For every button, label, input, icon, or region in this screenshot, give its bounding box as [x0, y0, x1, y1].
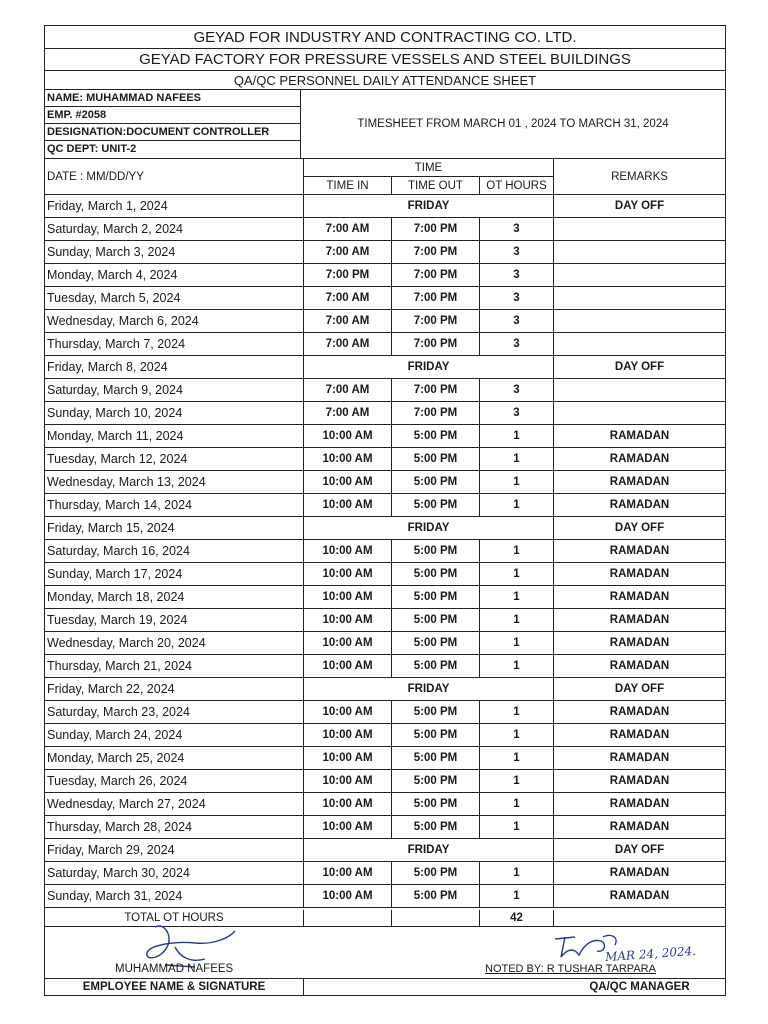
row-time-in: 7:00 AM	[304, 241, 392, 263]
table-row	[45, 770, 725, 793]
row-time-out: 5:00 PM	[392, 494, 480, 516]
table-row	[45, 517, 725, 540]
row-date: Friday, March 22, 2024	[45, 678, 304, 700]
row-ot-hours: 3	[480, 310, 554, 332]
table-row	[45, 816, 725, 839]
table-row	[45, 563, 725, 586]
total-ot-value: 42	[480, 910, 554, 926]
row-time-out: 7:00 PM	[392, 333, 480, 355]
row-date: Friday, March 15, 2024	[45, 517, 304, 539]
row-ot-hours: 1	[480, 494, 554, 516]
row-date: Saturday, March 23, 2024	[45, 701, 304, 723]
row-remarks: DAY OFF	[614, 361, 665, 373]
table-row	[45, 839, 725, 862]
row-date: Sunday, March 24, 2024	[45, 724, 304, 746]
table-row	[45, 747, 725, 770]
table-row	[45, 494, 725, 517]
employee-number: EMP. #2058	[45, 107, 301, 124]
row-time-out: 5:00 PM	[392, 793, 480, 815]
noted-by: NOTED BY: R TUSHAR TARPARA	[485, 963, 656, 975]
row-time-in: 10:00 AM	[304, 494, 392, 516]
row-remarks: RAMADAN	[609, 729, 670, 741]
row-time-in: 10:00 AM	[304, 724, 392, 746]
row-day-label: FRIDAY	[304, 517, 554, 539]
row-remarks: RAMADAN	[609, 867, 670, 879]
row-remarks: RAMADAN	[609, 706, 670, 718]
row-time-in: 7:00 AM	[304, 310, 392, 332]
row-time-in: 10:00 AM	[304, 747, 392, 769]
row-time-in: 10:00 AM	[304, 540, 392, 562]
row-date: Monday, March 18, 2024	[45, 586, 304, 608]
row-remarks	[554, 333, 725, 355]
row-time-out: 5:00 PM	[392, 816, 480, 838]
sheet-title: QA/QC PERSONNEL DAILY ATTENDANCE SHEET	[45, 71, 725, 90]
row-time-out: 5:00 PM	[392, 724, 480, 746]
row-time-out: 5:00 PM	[392, 655, 480, 677]
row-time-in: 10:00 AM	[304, 425, 392, 447]
total-ot-label: TOTAL OT HOURS	[45, 910, 304, 926]
row-time-out: 5:00 PM	[392, 885, 480, 907]
row-ot-hours: 3	[480, 287, 554, 309]
row-ot-hours: 1	[480, 770, 554, 792]
row-date: Saturday, March 2, 2024	[45, 218, 304, 240]
row-time-out: 5:00 PM	[392, 425, 480, 447]
table-row	[45, 310, 725, 333]
attendance-sheet	[44, 25, 726, 996]
remarks-column-header: REMARKS	[554, 159, 725, 195]
row-time-in: 10:00 AM	[304, 770, 392, 792]
row-ot-hours: 1	[480, 793, 554, 815]
row-date: Friday, March 8, 2024	[45, 356, 304, 378]
row-date: Thursday, March 28, 2024	[45, 816, 304, 838]
row-time-out: 7:00 PM	[392, 264, 480, 286]
row-time-in: 10:00 AM	[304, 862, 392, 884]
row-ot-hours: 1	[480, 609, 554, 631]
row-time-out: 5:00 PM	[392, 471, 480, 493]
factory-name: GEYAD FACTORY FOR PRESSURE VESSELS AND STEEL BUILDINGS	[45, 49, 725, 71]
table-row	[45, 701, 725, 724]
row-time-in: 7:00 PM	[304, 264, 392, 286]
row-time-in: 10:00 AM	[304, 655, 392, 677]
row-date: Wednesday, March 27, 2024	[45, 793, 304, 815]
table-row	[45, 724, 725, 747]
row-time-out: 7:00 PM	[392, 287, 480, 309]
table-row	[45, 586, 725, 609]
row-date: Tuesday, March 19, 2024	[45, 609, 304, 631]
row-time-out: 7:00 PM	[392, 310, 480, 332]
row-ot-hours: 1	[480, 724, 554, 746]
row-time-out: 5:00 PM	[392, 609, 480, 631]
row-remarks: RAMADAN	[609, 614, 670, 626]
row-remarks	[554, 402, 725, 424]
row-time-out: 7:00 PM	[392, 218, 480, 240]
ot-hours-header: OT HOURS	[480, 177, 554, 195]
row-remarks	[554, 287, 725, 309]
row-remarks: RAMADAN	[609, 476, 670, 488]
row-date: Saturday, March 9, 2024	[45, 379, 304, 401]
row-date: Sunday, March 17, 2024	[45, 563, 304, 585]
row-time-in: 10:00 AM	[304, 885, 392, 907]
row-time-in: 10:00 AM	[304, 793, 392, 815]
row-remarks: RAMADAN	[609, 499, 670, 511]
row-remarks: RAMADAN	[609, 821, 670, 833]
employee-name: NAME: MUHAMMAD NAFEES	[45, 90, 301, 107]
row-time-out: 5:00 PM	[392, 770, 480, 792]
row-date: Wednesday, March 20, 2024	[45, 632, 304, 654]
table-row	[45, 609, 725, 632]
table-row	[45, 793, 725, 816]
row-date: Sunday, March 31, 2024	[45, 885, 304, 907]
table-row	[45, 885, 725, 908]
employee-department: QC DEPT: UNIT-2	[45, 141, 301, 159]
row-time-out: 5:00 PM	[392, 540, 480, 562]
table-row	[45, 264, 725, 287]
row-ot-hours: 1	[480, 701, 554, 723]
row-ot-hours: 1	[480, 655, 554, 677]
row-day-label: FRIDAY	[304, 356, 554, 378]
row-ot-hours: 1	[480, 862, 554, 884]
signature-area	[45, 927, 725, 979]
row-date: Tuesday, March 26, 2024	[45, 770, 304, 792]
row-remarks: DAY OFF	[614, 683, 665, 695]
row-ot-hours: 1	[480, 632, 554, 654]
row-time-in: 10:00 AM	[304, 563, 392, 585]
table-row	[45, 678, 725, 701]
row-ot-hours: 3	[480, 379, 554, 401]
row-remarks: RAMADAN	[609, 660, 670, 672]
row-time-in: 7:00 AM	[304, 333, 392, 355]
row-date: Thursday, March 7, 2024	[45, 333, 304, 355]
row-time-out: 7:00 PM	[392, 241, 480, 263]
row-time-out: 5:00 PM	[392, 563, 480, 585]
row-remarks: RAMADAN	[609, 453, 670, 465]
row-remarks: RAMADAN	[609, 775, 670, 787]
row-time-in: 10:00 AM	[304, 816, 392, 838]
row-remarks: DAY OFF	[614, 200, 665, 212]
row-time-in: 10:00 AM	[304, 586, 392, 608]
row-date: Tuesday, March 12, 2024	[45, 448, 304, 470]
row-time-in: 10:00 AM	[304, 701, 392, 723]
table-row	[45, 287, 725, 310]
table-row	[45, 195, 725, 218]
employee-designation: DESIGNATION:DOCUMENT CONTROLLER	[45, 124, 301, 141]
table-row	[45, 448, 725, 471]
row-ot-hours: 1	[480, 747, 554, 769]
row-time-in: 7:00 AM	[304, 379, 392, 401]
row-remarks: RAMADAN	[609, 637, 670, 649]
employee-signature-caption: EMPLOYEE NAME & SIGNATURE	[45, 979, 304, 995]
row-time-in: 10:00 AM	[304, 632, 392, 654]
row-ot-hours: 3	[480, 264, 554, 286]
row-time-out: 7:00 PM	[392, 379, 480, 401]
row-ot-hours: 3	[480, 402, 554, 424]
row-day-label: FRIDAY	[304, 678, 554, 700]
row-remarks	[554, 218, 725, 240]
row-ot-hours: 3	[480, 241, 554, 263]
manager-caption: QA/QC MANAGER	[589, 981, 690, 993]
row-date: Tuesday, March 5, 2024	[45, 287, 304, 309]
handwritten-date: MAR 24, 2024.	[604, 943, 697, 965]
table-row	[45, 540, 725, 563]
table-row	[45, 862, 725, 885]
row-time-out: 5:00 PM	[392, 632, 480, 654]
table-row	[45, 379, 725, 402]
row-time-out: 7:00 PM	[392, 402, 480, 424]
row-day-label: FRIDAY	[304, 839, 554, 861]
row-time-in: 7:00 AM	[304, 287, 392, 309]
row-ot-hours: 1	[480, 540, 554, 562]
employee-printed-name: MUHAMMAD NAFEES	[115, 963, 234, 975]
row-day-label: FRIDAY	[304, 195, 554, 217]
row-time-in: 7:00 AM	[304, 218, 392, 240]
company-name: GEYAD FOR INDUSTRY AND CONTRACTING CO. LTD.	[45, 26, 725, 49]
row-remarks: RAMADAN	[609, 545, 670, 557]
row-remarks: RAMADAN	[609, 568, 670, 580]
row-ot-hours: 1	[480, 586, 554, 608]
row-ot-hours: 1	[480, 816, 554, 838]
time-column-header: TIME	[304, 159, 554, 177]
row-date: Wednesday, March 6, 2024	[45, 310, 304, 332]
table-row	[45, 356, 725, 379]
table-row	[45, 402, 725, 425]
row-remarks: DAY OFF	[614, 844, 665, 856]
row-remarks	[554, 241, 725, 263]
time-in-header: TIME IN	[304, 177, 392, 195]
row-remarks	[554, 379, 725, 401]
row-ot-hours: 3	[480, 218, 554, 240]
row-remarks: RAMADAN	[609, 890, 670, 902]
table-row	[45, 632, 725, 655]
row-ot-hours: 1	[480, 448, 554, 470]
row-time-out: 5:00 PM	[392, 862, 480, 884]
table-row	[45, 333, 725, 356]
row-date: Monday, March 4, 2024	[45, 264, 304, 286]
row-date: Wednesday, March 13, 2024	[45, 471, 304, 493]
row-ot-hours: 1	[480, 471, 554, 493]
row-date: Saturday, March 16, 2024	[45, 540, 304, 562]
row-time-out: 5:00 PM	[392, 586, 480, 608]
row-date: Friday, March 29, 2024	[45, 839, 304, 861]
row-time-in: 10:00 AM	[304, 609, 392, 631]
row-ot-hours: 1	[480, 563, 554, 585]
row-date: Thursday, March 14, 2024	[45, 494, 304, 516]
total-empty-out	[392, 910, 480, 926]
row-remarks: RAMADAN	[609, 752, 670, 764]
row-date: Sunday, March 10, 2024	[45, 402, 304, 424]
row-remarks	[554, 264, 725, 286]
row-remarks: RAMADAN	[609, 798, 670, 810]
row-date: Monday, March 25, 2024	[45, 747, 304, 769]
total-empty-in	[304, 910, 392, 926]
table-row	[45, 241, 725, 264]
row-remarks: RAMADAN	[609, 430, 670, 442]
row-time-in: 10:00 AM	[304, 471, 392, 493]
table-row	[45, 218, 725, 241]
row-date: Sunday, March 3, 2024	[45, 241, 304, 263]
row-date: Friday, March 1, 2024	[45, 195, 304, 217]
row-time-out: 5:00 PM	[392, 448, 480, 470]
table-row	[45, 471, 725, 494]
row-remarks: DAY OFF	[614, 522, 665, 534]
row-time-out: 5:00 PM	[392, 701, 480, 723]
row-date: Thursday, March 21, 2024	[45, 655, 304, 677]
timesheet-range: TIMESHEET FROM MARCH 01 , 2024 TO MARCH 31, 2024	[301, 90, 725, 159]
table-row	[45, 655, 725, 678]
row-time-in: 7:00 AM	[304, 402, 392, 424]
table-row	[45, 425, 725, 448]
row-ot-hours: 1	[480, 885, 554, 907]
row-ot-hours: 3	[480, 333, 554, 355]
row-remarks: RAMADAN	[609, 591, 670, 603]
row-date: Saturday, March 30, 2024	[45, 862, 304, 884]
row-remarks	[554, 310, 725, 332]
time-out-header: TIME OUT	[392, 177, 480, 195]
row-date: Monday, March 11, 2024	[45, 425, 304, 447]
row-time-out: 5:00 PM	[392, 747, 480, 769]
row-ot-hours: 1	[480, 425, 554, 447]
row-time-in: 10:00 AM	[304, 448, 392, 470]
date-column-header: DATE : MM/DD/YY	[45, 159, 304, 195]
